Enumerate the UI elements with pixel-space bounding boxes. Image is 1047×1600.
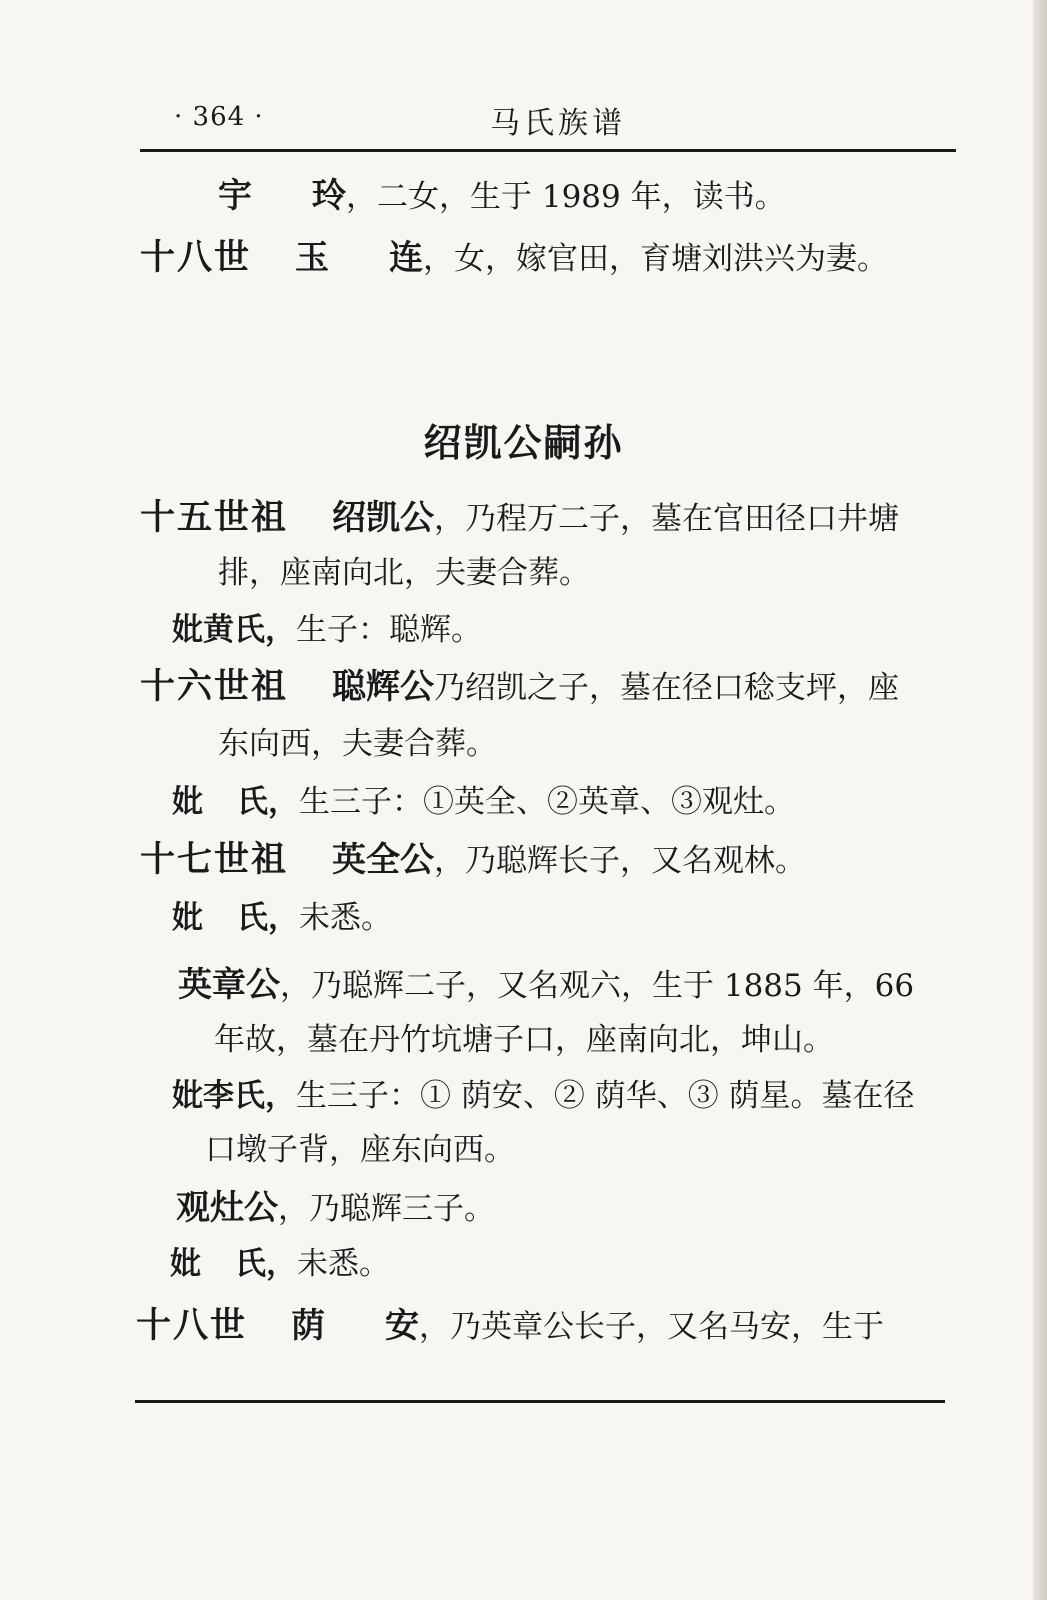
spouse-label: 氏， — [235, 1246, 297, 1282]
entry-name: 绍凯公 — [332, 498, 435, 538]
entry-text: ，乃聪辉长子，又名观林。 — [434, 843, 807, 879]
entry-name: 荫 — [291, 1306, 326, 1346]
entry-gen15-cont — [218, 553, 590, 593]
page-edge — [1033, 0, 1047, 1600]
entry-name: 安 — [385, 1306, 420, 1346]
spouse-label: 妣 — [170, 1246, 201, 1282]
entry-yingzhang — [178, 965, 914, 1006]
spouse-label: 妣 — [172, 900, 203, 936]
generation-label: 十八世 — [140, 238, 252, 278]
generation-label: 十七世祖 — [140, 840, 289, 880]
spouse-text: 未悉。 — [297, 1246, 390, 1282]
entry-text: 乃绍凯之子，墓在径口稔支坪，座 — [434, 670, 900, 706]
book-title: 马氏族谱 — [490, 106, 626, 141]
entry-text: ，乃聪辉三子。 — [278, 1191, 495, 1227]
spouse-gen15 — [172, 610, 482, 650]
generation-label: 十六世祖 — [140, 667, 289, 707]
entry-text: 东向西，夫妻合葬。 — [218, 726, 497, 762]
spouse-text: 未悉。 — [299, 900, 392, 936]
spouse-gen16 — [172, 782, 795, 822]
running-header — [140, 96, 956, 148]
entry-name: 观灶公 — [176, 1188, 278, 1228]
entry-yuling — [218, 176, 786, 217]
entry-name: 英全公 — [332, 840, 435, 880]
entry-text: 年故，墓在丹竹坑塘子口，座南向北，坤山。 — [214, 1022, 834, 1058]
entry-text: ，乃程万二子，墓在官田径口井塘 — [434, 501, 900, 537]
spouse-text: 口墩子背，座东向西。 — [205, 1132, 515, 1168]
entry-text: ，女，嫁官田，育塘刘洪兴为妻。 — [423, 241, 889, 277]
entry-gen16 — [140, 667, 899, 708]
spouse-text: 生子：聪辉。 — [296, 612, 482, 648]
entry-yingzhang-cont — [214, 1020, 834, 1060]
entry-gen18 — [136, 1306, 884, 1347]
spouse-gen17 — [172, 898, 392, 938]
spouse-yingzhang-cont — [205, 1130, 515, 1170]
entry-guanzao — [176, 1188, 495, 1229]
spouse-text: 生三子：① 荫安、② 荫华、③ 荫星。墓在径 — [296, 1078, 915, 1114]
spouse-label: 妣黄氏， — [172, 612, 296, 648]
entry-name: 玉 — [295, 238, 330, 278]
section-title: 绍凯公嗣孙 — [423, 421, 624, 465]
footer-rule — [135, 1400, 945, 1403]
generation-label: 十五世祖 — [140, 498, 289, 538]
entry-gen17 — [140, 840, 806, 881]
spouse-label: 妣李氏， — [172, 1078, 296, 1114]
generation-label: 十八世 — [136, 1306, 248, 1346]
spouse-label: 妣 — [172, 784, 203, 820]
entry-gen16-cont — [218, 724, 497, 764]
spouse-text: 生三子：①英全、②英章、③观灶。 — [299, 784, 795, 820]
entry-gen15 — [140, 498, 899, 539]
entry-text: 排，座南向北，夫妻合葬。 — [218, 555, 590, 591]
spouse-label: 氏， — [237, 900, 299, 936]
entry-text: ，二女，生于 1989 年，读书。 — [346, 179, 786, 215]
entry-text: ，乃英章公长子，又名马安，生于 — [419, 1309, 885, 1345]
spouse-label: 氏， — [237, 784, 299, 820]
entry-name: 连 — [389, 238, 424, 278]
entry-name: 宇 — [218, 176, 252, 216]
header-rule — [140, 149, 956, 152]
entry-name: 玲 — [312, 176, 346, 216]
entry-text: ，乃聪辉二子，又名观六，生于 1885 年，66 — [280, 968, 915, 1004]
entry-name: 英章公 — [178, 965, 280, 1005]
entry-name: 聪辉公 — [332, 667, 435, 707]
entry-yulian — [140, 238, 888, 279]
spouse-yingzhang — [172, 1076, 915, 1116]
page-number: · 364 · — [174, 102, 264, 132]
spouse-guanzao — [170, 1244, 390, 1284]
